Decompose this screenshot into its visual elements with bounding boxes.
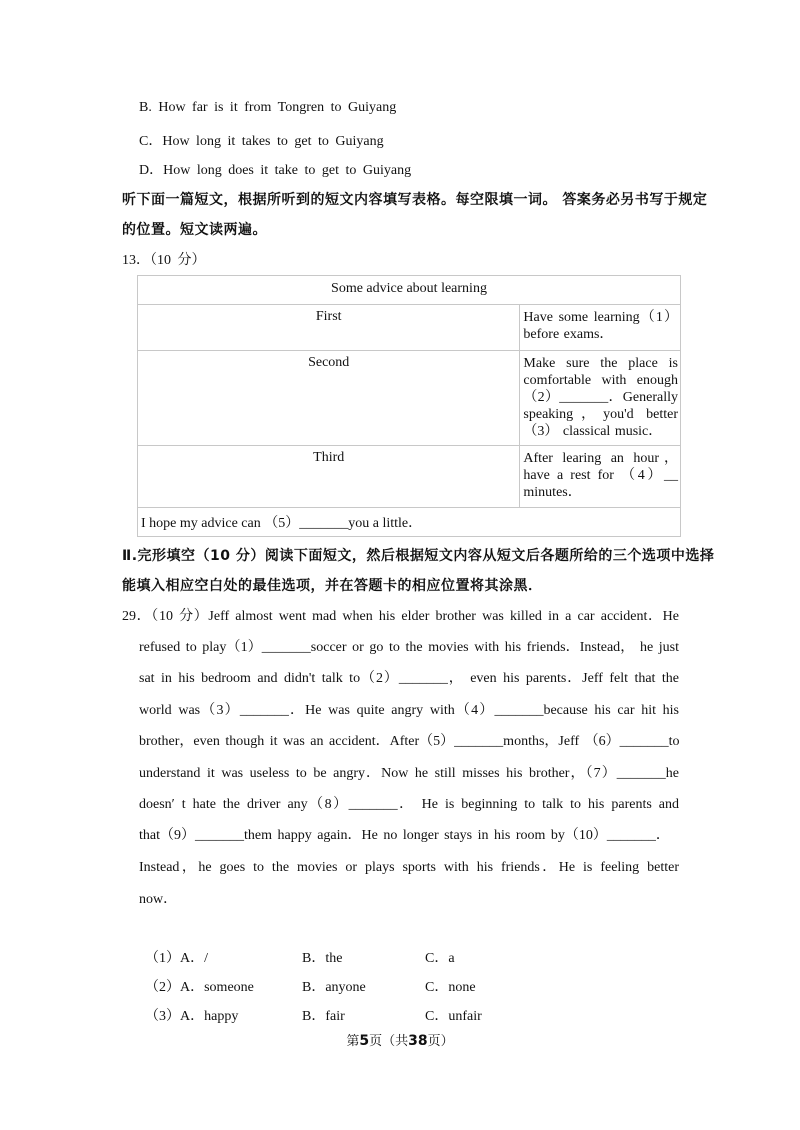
- total-pages: 38: [408, 1033, 428, 1049]
- table-row: [138, 305, 681, 351]
- table-row: [138, 446, 681, 508]
- answer-2-option-a: （2）A．someone: [145, 980, 254, 995]
- footer-prefix: 第: [346, 1033, 360, 1048]
- passage-line: Instead，he goes to the movies or plays sports with his friends．He is feeling better: [139, 860, 679, 875]
- current-page-number: 5: [359, 1033, 370, 1049]
- listening-instruction-line2: 的位置。短文读两遍。: [122, 222, 267, 238]
- passage-line: sat in his bedroom and didn't talk to（2）_______， even his parents．Jeff felt that the: [139, 671, 679, 686]
- footer-middle: 页（共: [369, 1033, 409, 1048]
- table-row: [138, 351, 681, 446]
- passage-line: brother，even though it was an accident．After（5）_______months，Jeff （6）_______to: [139, 734, 680, 749]
- table-title-row: [138, 276, 681, 305]
- answer-1-option-a: （1）A．/: [145, 951, 208, 966]
- question-13-header: 13．（10 分）: [122, 253, 206, 268]
- table-title: Some advice about learning: [138, 276, 681, 305]
- answer-2-option-c: C．none: [425, 980, 476, 995]
- row-content-third: After learing an hour， have a rest for （4）__ minutes．: [520, 446, 681, 508]
- passage-line: doesn′ t hate the driver any（8）_______． He is beginning to talk to his parents and: [139, 797, 679, 812]
- option-c: C．How long it takes to get to Guiyang: [139, 134, 384, 149]
- passage-line: world was（3）_______．He was quite angry with（4）_______because his car hit his: [139, 703, 679, 718]
- row-content-second: Make sure the place is comfortable with enough （2）_______．Generally speaking，you'd better（3） classical music．: [520, 351, 681, 446]
- passage-line: that（9）_______them happy again．He no longer stays in his room by（10）_______．: [139, 828, 670, 843]
- table-footer-row: [138, 508, 681, 537]
- answer-1-option-c: C．a: [425, 951, 455, 966]
- option-d: D．How long does it take to get to Guiyang: [139, 163, 412, 178]
- section2-instruction-line2: 能填入相应空白处的最佳选项，并在答题卡的相应位置将其涂黑．: [122, 578, 543, 594]
- answer-3-option-b: B．fair: [302, 1009, 345, 1024]
- row-label-first: First: [138, 305, 520, 351]
- answer-1-option-b: B．the: [302, 951, 343, 966]
- advice-table: [137, 275, 681, 537]
- row-content-first: Have some learning（1） before exams．: [520, 305, 681, 351]
- page-footer: [0, 1030, 800, 1049]
- option-b: B. How far is it from Tongren to Guiyang: [139, 100, 397, 115]
- passage-line: 29．（10 分）Jeff almost went mad when his elder brother was killed in a car accident．He: [122, 609, 679, 624]
- row-label-third: Third: [138, 446, 520, 508]
- passage-line: now．: [139, 892, 178, 907]
- passage-line: refused to play（1）_______soccer or go to the movies with his friends．Instead， he just: [139, 640, 679, 655]
- footer-suffix: 页）: [427, 1033, 454, 1048]
- passage-line: understand it was useless to be angry．Now he still misses his brother，（7）_______he: [139, 766, 679, 781]
- answer-3-option-a: （3）A．happy: [145, 1009, 239, 1024]
- table-footer: I hope my advice can （5）_______you a little．: [138, 508, 681, 537]
- listening-instruction-line1: 听下面一篇短文，根据所听到的短文内容填写表格。每空限填一词。 答案务必另书写于规定: [122, 192, 708, 208]
- answer-3-option-c: C．unfair: [425, 1009, 482, 1024]
- row-label-second: Second: [138, 351, 520, 446]
- section2-instruction-line1: Ⅱ.完形填空（10 分）阅读下面短文，然后根据短文内容从短文后各题所给的三个选项中选择: [122, 548, 715, 564]
- answer-2-option-b: B．anyone: [302, 980, 366, 995]
